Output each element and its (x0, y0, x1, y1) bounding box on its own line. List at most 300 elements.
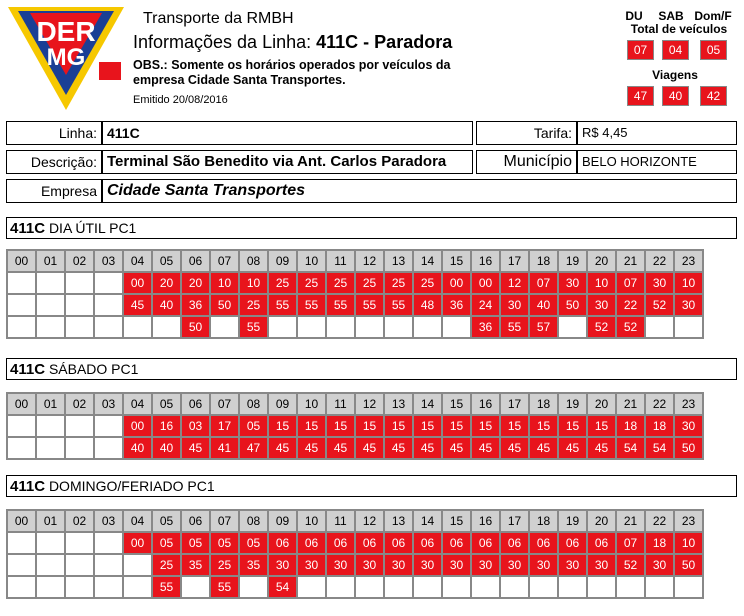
departure-cell: 06 (326, 532, 355, 554)
hour-cell: 09 (268, 510, 297, 532)
departure-cell: 06 (471, 532, 500, 554)
hour-cell: 05 (152, 510, 181, 532)
departure-cell: 06 (529, 532, 558, 554)
departure-cell: 06 (500, 532, 529, 554)
vehicles-domf: 05 (700, 40, 727, 60)
departure-cell: 25 (297, 272, 326, 294)
departure-cell: 36 (442, 294, 471, 316)
hour-cell: 11 (326, 250, 355, 272)
empty-cell (36, 532, 65, 554)
hour-cell: 13 (384, 250, 413, 272)
empty-cell (36, 316, 65, 338)
hour-cell: 12 (355, 510, 384, 532)
hour-cell: 01 (36, 393, 65, 415)
trips-domf: 42 (700, 86, 727, 106)
hour-cell: 11 (326, 393, 355, 415)
hour-cell: 18 (529, 510, 558, 532)
departure-cell: 52 (616, 316, 645, 338)
hour-cell: 16 (471, 393, 500, 415)
departure-cell: 15 (471, 415, 500, 437)
empty-cell (36, 415, 65, 437)
empty-cell (268, 316, 297, 338)
vehicles-label: Total de veículos (630, 22, 728, 36)
empty-cell (94, 576, 123, 598)
empty-cell (36, 437, 65, 459)
hour-cell: 22 (645, 250, 674, 272)
schedule-table (6, 392, 704, 460)
departure-cell: 30 (297, 554, 326, 576)
departure-cell: 25 (355, 272, 384, 294)
departure-cell: 07 (529, 272, 558, 294)
hour-cell: 03 (94, 393, 123, 415)
hour-cell: 21 (616, 393, 645, 415)
hour-cell: 14 (413, 510, 442, 532)
hour-cell: 20 (587, 250, 616, 272)
departure-cell: 52 (645, 294, 674, 316)
hour-cell: 16 (471, 510, 500, 532)
departure-cell: 30 (587, 554, 616, 576)
departure-cell: 52 (587, 316, 616, 338)
empty-cell (355, 316, 384, 338)
departure-cell: 15 (500, 415, 529, 437)
empty-cell (7, 554, 36, 576)
empresa-label: Empresa (6, 179, 102, 203)
hour-cell: 21 (616, 250, 645, 272)
departure-cell: 55 (326, 294, 355, 316)
line-info-value: 411C - Paradora (316, 32, 453, 52)
empty-cell (94, 437, 123, 459)
hour-cell: 13 (384, 510, 413, 532)
departure-cell: 06 (297, 532, 326, 554)
minute-row (7, 316, 703, 338)
departure-cell: 45 (355, 437, 384, 459)
departure-cell: 16 (152, 415, 181, 437)
hour-cell: 04 (123, 510, 152, 532)
trips-label: Viagens (652, 68, 698, 82)
hour-cell: 10 (297, 510, 326, 532)
departure-cell: 40 (123, 437, 152, 459)
departure-cell: 45 (123, 294, 152, 316)
empty-cell (123, 554, 152, 576)
departure-cell: 03 (181, 415, 210, 437)
empty-cell (7, 415, 36, 437)
departure-cell: 45 (558, 437, 587, 459)
schedule-name: DOMINGO/FERIADO PC1 (48, 478, 215, 494)
hour-cell: 14 (413, 393, 442, 415)
tarifa-value: R$ 4,45 (577, 121, 737, 145)
departure-cell: 55 (152, 576, 181, 598)
departure-cell: 00 (123, 415, 152, 437)
departure-cell: 30 (268, 554, 297, 576)
departure-cell: 10 (674, 272, 703, 294)
empty-cell (36, 554, 65, 576)
hour-cell: 10 (297, 393, 326, 415)
empty-cell (123, 316, 152, 338)
departure-cell: 15 (529, 415, 558, 437)
departure-cell: 40 (152, 437, 181, 459)
hour-row (7, 250, 703, 272)
hour-cell: 08 (239, 393, 268, 415)
schedule-grid-weekday (6, 249, 704, 339)
schedule-title-sunday (6, 475, 737, 497)
departure-cell: 06 (355, 532, 384, 554)
empty-cell (36, 294, 65, 316)
empty-cell (587, 576, 616, 598)
departure-cell: 15 (558, 415, 587, 437)
departure-cell: 06 (413, 532, 442, 554)
hour-cell: 07 (210, 510, 239, 532)
hour-cell: 07 (210, 393, 239, 415)
departure-cell: 20 (152, 272, 181, 294)
empty-cell (181, 576, 210, 598)
hour-cell: 19 (558, 393, 587, 415)
departure-cell: 30 (674, 294, 703, 316)
departure-cell: 00 (471, 272, 500, 294)
hour-cell: 02 (65, 250, 94, 272)
hour-row (7, 393, 703, 415)
linha-label: Linha: (6, 121, 102, 145)
empty-cell (442, 316, 471, 338)
departure-cell: 17 (210, 415, 239, 437)
departure-cell: 07 (616, 272, 645, 294)
departure-cell: 00 (442, 272, 471, 294)
trips-du: 47 (627, 86, 654, 106)
minute-row (7, 437, 703, 459)
schedule-title-weekday (6, 217, 737, 239)
empty-cell (94, 554, 123, 576)
hour-cell: 15 (442, 510, 471, 532)
departure-cell: 35 (181, 554, 210, 576)
departure-cell: 45 (326, 437, 355, 459)
departure-cell: 48 (413, 294, 442, 316)
departure-cell: 30 (674, 415, 703, 437)
page-title: Transporte da RMBH (143, 10, 294, 27)
departure-cell: 55 (500, 316, 529, 338)
departure-cell: 54 (645, 437, 674, 459)
empty-cell (65, 532, 94, 554)
empty-cell (471, 576, 500, 598)
departure-cell: 24 (471, 294, 500, 316)
departure-cell: 10 (587, 272, 616, 294)
hour-cell: 05 (152, 393, 181, 415)
hour-cell: 14 (413, 250, 442, 272)
empty-cell (674, 576, 703, 598)
hour-cell: 22 (645, 393, 674, 415)
hour-cell: 11 (326, 510, 355, 532)
hour-cell: 00 (7, 510, 36, 532)
departure-cell: 52 (616, 554, 645, 576)
departure-cell: 10 (674, 532, 703, 554)
hour-cell: 09 (268, 250, 297, 272)
empty-cell (413, 576, 442, 598)
hour-cell: 16 (471, 250, 500, 272)
empty-cell (326, 316, 355, 338)
empty-cell (529, 576, 558, 598)
empty-cell (7, 294, 36, 316)
stat-header-domf: Dom/F (694, 9, 732, 23)
hour-cell: 21 (616, 510, 645, 532)
departure-cell: 07 (616, 532, 645, 554)
hour-cell: 12 (355, 393, 384, 415)
departure-cell: 30 (529, 554, 558, 576)
tarifa-label: Tarifa: (476, 121, 577, 145)
schedule-title-saturday (6, 358, 737, 380)
departure-cell: 45 (181, 437, 210, 459)
hour-cell: 23 (674, 393, 703, 415)
schedule-name: SÁBADO PC1 (48, 361, 139, 377)
municipio-value: BELO HORIZONTE (577, 150, 737, 174)
departure-cell: 55 (210, 576, 239, 598)
hour-cell: 07 (210, 250, 239, 272)
departure-cell: 30 (442, 554, 471, 576)
departure-cell: 15 (384, 415, 413, 437)
departure-cell: 50 (210, 294, 239, 316)
departure-cell: 05 (239, 415, 268, 437)
empty-cell (152, 316, 181, 338)
departure-cell: 20 (181, 272, 210, 294)
departure-cell: 50 (181, 316, 210, 338)
empresa-value: Cidade Santa Transportes (102, 179, 737, 203)
empty-cell (65, 272, 94, 294)
hour-cell: 08 (239, 510, 268, 532)
svg-text:MG: MG (46, 44, 86, 71)
empty-cell (384, 576, 413, 598)
departure-cell: 05 (181, 532, 210, 554)
empty-cell (7, 272, 36, 294)
departure-cell: 30 (355, 554, 384, 576)
hour-cell: 05 (152, 250, 181, 272)
hour-cell: 03 (94, 510, 123, 532)
hour-cell: 01 (36, 250, 65, 272)
empty-cell (645, 316, 674, 338)
schedule-grid-sunday (6, 509, 704, 599)
hour-cell: 17 (500, 250, 529, 272)
minute-row (7, 576, 703, 598)
schedule-grid-saturday (6, 392, 704, 460)
departure-cell: 55 (297, 294, 326, 316)
departure-cell: 18 (645, 415, 674, 437)
departure-cell: 25 (152, 554, 181, 576)
hour-cell: 19 (558, 510, 587, 532)
departure-cell: 50 (674, 554, 703, 576)
departure-cell: 54 (268, 576, 297, 598)
stat-header-sab: SAB (658, 9, 684, 23)
departure-cell: 12 (500, 272, 529, 294)
minute-row (7, 272, 703, 294)
line-info (133, 32, 452, 53)
departure-cell: 06 (384, 532, 413, 554)
departure-cell: 18 (616, 415, 645, 437)
hour-cell: 18 (529, 250, 558, 272)
empty-cell (645, 576, 674, 598)
hour-cell: 09 (268, 393, 297, 415)
schedule-table (6, 249, 704, 339)
departure-cell: 25 (384, 272, 413, 294)
hour-cell: 22 (645, 510, 674, 532)
schedule-code: 411C (10, 361, 46, 378)
empty-cell (65, 415, 94, 437)
empty-cell (413, 316, 442, 338)
minute-row (7, 415, 703, 437)
departure-cell: 45 (384, 437, 413, 459)
departure-cell: 00 (123, 272, 152, 294)
empty-cell (558, 316, 587, 338)
hour-cell: 19 (558, 250, 587, 272)
departure-cell: 30 (500, 294, 529, 316)
hour-cell: 13 (384, 393, 413, 415)
departure-cell: 30 (587, 294, 616, 316)
departure-cell: 35 (239, 554, 268, 576)
empty-cell (94, 316, 123, 338)
vehicles-sab: 04 (662, 40, 689, 60)
empty-cell (94, 294, 123, 316)
obs-text: Somente os horários operados por veículos da empresa Cidade Santa Transportes. (133, 58, 451, 87)
departure-cell: 15 (413, 415, 442, 437)
hour-cell: 06 (181, 510, 210, 532)
departure-cell: 15 (587, 415, 616, 437)
empty-cell (7, 576, 36, 598)
departure-cell: 40 (529, 294, 558, 316)
departure-cell: 30 (471, 554, 500, 576)
hour-cell: 23 (674, 510, 703, 532)
departure-cell: 15 (355, 415, 384, 437)
issued-date: Emitido 20/08/2016 (133, 94, 228, 106)
empty-cell (36, 576, 65, 598)
departure-cell: 30 (558, 272, 587, 294)
empty-cell (297, 316, 326, 338)
departure-cell: 25 (239, 294, 268, 316)
hour-cell: 02 (65, 393, 94, 415)
departure-cell: 40 (152, 294, 181, 316)
departure-cell: 45 (413, 437, 442, 459)
departure-cell: 00 (123, 532, 152, 554)
stat-header-du: DU (625, 9, 643, 23)
empty-cell (65, 316, 94, 338)
departure-cell: 30 (326, 554, 355, 576)
minute-row (7, 554, 703, 576)
departure-cell: 47 (239, 437, 268, 459)
departure-cell: 06 (587, 532, 616, 554)
hour-cell: 18 (529, 393, 558, 415)
departure-cell: 55 (268, 294, 297, 316)
empty-cell (558, 576, 587, 598)
hour-cell: 15 (442, 393, 471, 415)
departure-cell: 45 (471, 437, 500, 459)
departure-cell: 15 (442, 415, 471, 437)
empty-cell (616, 576, 645, 598)
obs-note (133, 58, 493, 88)
departure-cell: 30 (645, 272, 674, 294)
departure-cell: 18 (645, 532, 674, 554)
departure-cell: 05 (152, 532, 181, 554)
hour-cell: 04 (123, 393, 152, 415)
departure-cell: 22 (616, 294, 645, 316)
empty-cell (65, 554, 94, 576)
departure-cell: 06 (442, 532, 471, 554)
empty-cell (674, 316, 703, 338)
departure-cell: 10 (239, 272, 268, 294)
minute-row (7, 294, 703, 316)
departure-cell: 36 (181, 294, 210, 316)
empty-cell (7, 316, 36, 338)
empty-cell (384, 316, 413, 338)
departure-cell: 54 (616, 437, 645, 459)
departure-cell: 15 (268, 415, 297, 437)
empty-cell (94, 272, 123, 294)
departure-cell: 45 (442, 437, 471, 459)
vehicles-du: 07 (627, 40, 654, 60)
hour-row (7, 510, 703, 532)
empty-cell (94, 415, 123, 437)
schedule-code: 411C (10, 220, 46, 237)
empty-cell (500, 576, 529, 598)
empty-cell (7, 532, 36, 554)
empty-cell (65, 437, 94, 459)
hour-cell: 00 (7, 393, 36, 415)
empty-cell (239, 576, 268, 598)
departure-cell: 15 (297, 415, 326, 437)
hour-cell: 03 (94, 250, 123, 272)
hour-cell: 17 (500, 510, 529, 532)
departure-cell: 30 (500, 554, 529, 576)
empty-cell (94, 532, 123, 554)
hour-cell: 20 (587, 393, 616, 415)
hour-cell: 01 (36, 510, 65, 532)
empty-cell (65, 576, 94, 598)
departure-cell: 45 (268, 437, 297, 459)
empty-cell (297, 576, 326, 598)
departure-cell: 36 (471, 316, 500, 338)
descricao-label: Descrição: (6, 150, 102, 174)
hour-cell: 06 (181, 393, 210, 415)
minute-row (7, 532, 703, 554)
departure-cell: 45 (587, 437, 616, 459)
departure-cell: 30 (413, 554, 442, 576)
hour-cell: 02 (65, 510, 94, 532)
departure-cell: 57 (529, 316, 558, 338)
departure-cell: 30 (645, 554, 674, 576)
hour-cell: 00 (7, 250, 36, 272)
departure-cell: 06 (558, 532, 587, 554)
departure-cell: 50 (674, 437, 703, 459)
trips-sab: 40 (662, 86, 689, 106)
descricao-value: Terminal São Benedito via Ant. Carlos Paradora (102, 150, 473, 174)
departure-cell: 30 (384, 554, 413, 576)
schedule-table (6, 509, 704, 599)
empty-cell (355, 576, 384, 598)
hour-cell: 20 (587, 510, 616, 532)
departure-cell: 45 (500, 437, 529, 459)
linha-value: 411C (102, 121, 473, 145)
hour-cell: 04 (123, 250, 152, 272)
der-mg-logo (8, 7, 124, 110)
schedule-name: DIA ÚTIL PC1 (48, 220, 137, 236)
line-info-label: Informações da Linha: (133, 32, 312, 52)
hour-cell: 15 (442, 250, 471, 272)
empty-cell (123, 576, 152, 598)
empty-cell (36, 272, 65, 294)
hour-cell: 10 (297, 250, 326, 272)
hour-cell: 17 (500, 393, 529, 415)
departure-cell: 05 (239, 532, 268, 554)
hour-cell: 06 (181, 250, 210, 272)
departure-cell: 30 (558, 554, 587, 576)
departure-cell: 45 (529, 437, 558, 459)
obs-marker (99, 62, 121, 80)
empty-cell (65, 294, 94, 316)
empty-cell (326, 576, 355, 598)
empty-cell (442, 576, 471, 598)
